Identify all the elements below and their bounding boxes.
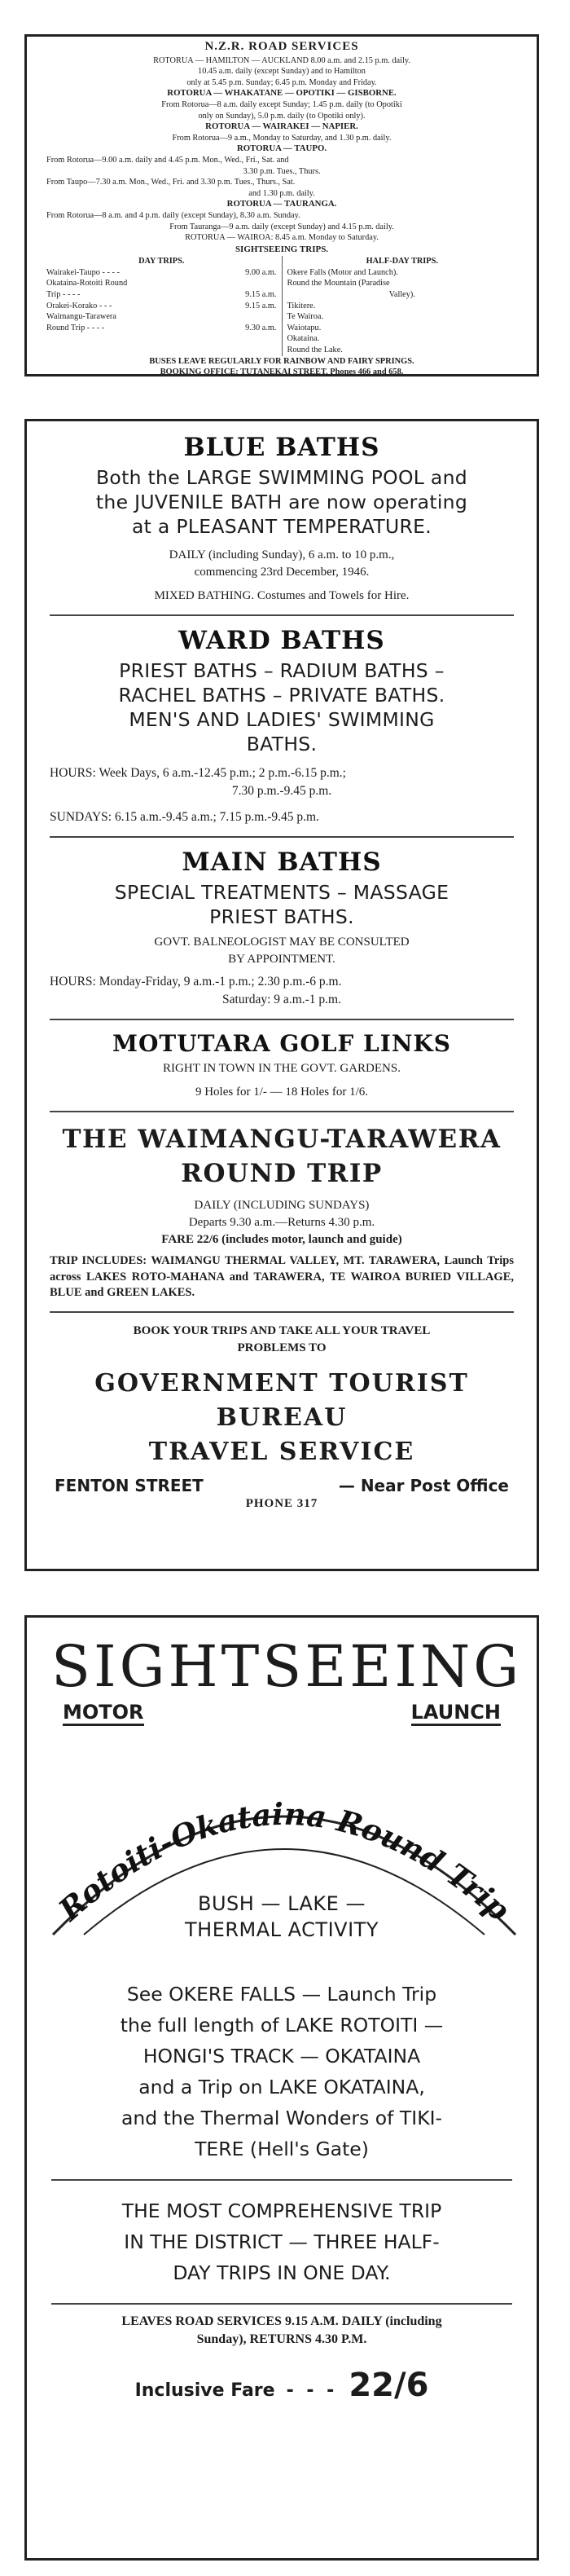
- ward-baths-line-2: RACHEL BATHS – PRIVATE BATHS.: [118, 684, 445, 707]
- road-services-title: N.Z.R. ROAD SERVICES: [204, 40, 359, 53]
- day-trip-time: 9.15 a.m.: [245, 301, 277, 310]
- half-day-trips-list: [287, 267, 518, 356]
- half-day-trip-item: Round the Mountain (Paradise: [287, 279, 390, 288]
- round-trip-subtitle: ROUND TRIP: [181, 1159, 383, 1188]
- day-trip-row: [46, 311, 277, 323]
- round-trip-daily: DAILY (INCLUDING SUNDAYS): [194, 1199, 370, 1212]
- motor-launch-row: [51, 1701, 512, 1726]
- main-baths-saturday: Saturday: 9 a.m.-1 p.m.: [222, 993, 341, 1006]
- half-day-trip-item: Round the Lake.: [287, 346, 343, 355]
- launch-label: LAUNCH: [411, 1701, 501, 1726]
- see-line-4: and a Trip on LAKE OKATAINA,: [138, 2076, 425, 2098]
- golf-links-location: RIGHT IN TOWN IN THE GOVT. GARDENS.: [163, 1062, 401, 1075]
- divider: [50, 1019, 514, 1020]
- near-post-office: — Near Post Office: [338, 1475, 509, 1495]
- bureau-subtitle: TRAVEL SERVICE: [148, 1437, 415, 1466]
- main-baths-section: [50, 848, 514, 1009]
- schedule-line: From Rotorua—9.00 a.m. daily and 4.45 p.m. Mon., Wed., Fri., Sat. and: [46, 155, 289, 165]
- golf-links-section: [50, 1030, 514, 1101]
- schedule-line: ROTORUA — HAMILTON — AUCKLAND 8.00 a.m. and 2.15 p.m. daily.: [153, 55, 410, 65]
- blue-baths-line-1: Both the LARGE SWIMMING POOL and: [95, 466, 468, 489]
- see-line-6: TERE (Hell's Gate): [195, 2138, 369, 2160]
- day-trip-row: [46, 267, 277, 279]
- day-trip-name: Okataina-Rotoiti Round: [46, 279, 128, 288]
- fare-price: 22/6: [349, 2367, 429, 2404]
- tourist-bureau-section: [50, 1323, 514, 1511]
- main-baths-line-1: SPECIAL TREATMENTS – MASSAGE: [114, 881, 449, 904]
- blue-baths-section: [50, 433, 514, 605]
- ward-baths-section: [50, 626, 514, 826]
- half-day-trips-heading: HALF-DAY TRIPS.: [366, 257, 438, 266]
- schedule-line: 3.30 p.m. Tues., Thurs.: [243, 166, 321, 176]
- day-trip-name: Orakei-Korako - - -: [46, 301, 112, 310]
- comp-line-2: IN THE DISTRICT — THREE HALF-: [124, 2230, 440, 2253]
- fenton-street: FENTON STREET: [55, 1475, 204, 1495]
- half-day-trip-item: Waiotapu.: [287, 323, 322, 332]
- motor-label: MOTOR: [63, 1701, 144, 1726]
- book-trips-line-2: PROBLEMS TO: [237, 1341, 327, 1354]
- day-trip-time: 9.15 a.m.: [245, 290, 277, 300]
- ward-baths-title: WARD BATHS: [178, 626, 385, 655]
- divider: [50, 614, 514, 616]
- day-trip-name: Round Trip - - - -: [46, 323, 105, 332]
- half-day-trip-item: Okataina.: [287, 334, 320, 344]
- ward-baths-line-3: MEN'S AND LADIES' SWIMMING: [129, 708, 435, 731]
- half-day-trip-item: Okere Falls (Motor and Launch).: [287, 267, 398, 277]
- day-trip-row: [46, 278, 277, 289]
- sightseeing-description: [51, 1979, 512, 2164]
- road-services-schedule: [46, 55, 517, 244]
- day-trip-time: 9.30 a.m.: [245, 323, 277, 332]
- see-line-2: the full length of LAKE ROTOITI —: [120, 2014, 444, 2037]
- comp-line-1: THE MOST COMPREHENSIVE TRIP: [121, 2200, 442, 2222]
- ward-baths-hours: HOURS: Week Days, 6 a.m.-12.45 p.m.; 2 p.m.-6.15 p.m.;: [50, 766, 346, 780]
- ward-baths-hours-evening: 7.30 p.m.-9.45 p.m.: [231, 784, 332, 798]
- main-baths-hours: HOURS: Monday-Friday, 9 a.m.-1 p.m.; 2.30 p.m.-6 p.m.: [50, 975, 342, 989]
- schedule-line: ROTORUA — WAIRAKEI — NAPIER.: [205, 121, 358, 132]
- schedule-line: ROTORUA — WHAKATANE — OPOTIKI — GISBORNE.: [167, 88, 397, 99]
- ward-baths-line-1: PRIEST BATHS – RADIUM BATHS –: [119, 659, 445, 682]
- main-baths-title: MAIN BATHS: [182, 848, 382, 877]
- day-trips-list: [46, 267, 277, 334]
- bureau-address: [50, 1474, 514, 1497]
- leaves-line-1: LEAVES ROAD SERVICES 9.15 A.M. DAILY (including: [121, 2314, 442, 2328]
- fare-dashes: - - -: [286, 2380, 338, 2401]
- main-baths-line-2: PRIEST BATHS.: [209, 905, 354, 928]
- round-trip-times: Departs 9.30 a.m.—Returns 4.30 p.m.: [188, 1216, 375, 1229]
- see-line-1: See OKERE FALLS — Launch Trip: [126, 1983, 437, 2006]
- blue-baths-mixed: MIXED BATHING. Costumes and Towels for Hire.: [154, 589, 410, 602]
- schedule-line: ROTORUA — TAURANGA.: [226, 199, 337, 209]
- schedule-line: only on Sunday), 5.0 p.m. daily (to Opotiki only).: [198, 111, 366, 121]
- round-trip-arc-banner: [51, 1731, 517, 1975]
- half-day-trip-item: Te Wairoa.: [287, 312, 324, 322]
- fare-label: Inclusive Fare: [134, 2380, 275, 2401]
- sightseeing-trips-heading: SIGHTSEEING TRIPS.: [235, 244, 329, 254]
- ward-baths-line-4: BATHS.: [246, 733, 318, 755]
- leaves-line-2: Sunday), RETURNS 4.30 P.M.: [196, 2332, 367, 2346]
- half-day-trips-column: [283, 256, 518, 355]
- bureau-phone: PHONE 317: [245, 1496, 318, 1510]
- sightseeing-title: SIGHTSEEING: [51, 1633, 523, 1700]
- sightseeing-advert: [24, 1615, 539, 2561]
- buses-note: BUSES LEAVE REGULARLY FOR RAINBOW AND FAIRY SPRINGS.: [149, 356, 414, 366]
- half-day-trip-item: Valley).: [388, 290, 415, 300]
- schedule-line: From Rotorua—8 a.m. daily except Sunday; 1.45 p.m. daily (to Opotiki: [161, 99, 402, 109]
- day-trip-name: Wairakei-Taupo - - - -: [46, 267, 120, 277]
- schedule-line: and 1.30 p.m. daily.: [248, 188, 315, 198]
- round-trip-includes: TRIP INCLUDES: WAIMANGU THERMAL VALLEY, MT. TARAWERA, Launch Trips across LAKES ROTO-MAHANA and TARAWERA, TE WAIROA BURIED VILLAGE, BLUE and GREEN LAKES.: [50, 1254, 514, 1299]
- baths-advert: [24, 419, 539, 1571]
- day-trip-row: [46, 289, 277, 301]
- blue-baths-line-2: the JUVENILE BATH are now operating: [95, 491, 468, 513]
- golf-links-prices: 9 Holes for 1/- — 18 Holes for 1/6.: [195, 1085, 369, 1099]
- day-trip-name: Waimangu-Tarawera: [46, 312, 116, 322]
- half-day-trip-item: Tikitere.: [287, 301, 316, 310]
- round-trip-fare: FARE 22/6 (includes motor, launch and guide): [161, 1233, 402, 1246]
- departure-times: [51, 2313, 512, 2349]
- divider: [51, 2303, 512, 2305]
- main-baths-appointment: BY APPOINTMENT.: [228, 953, 335, 966]
- comp-line-3: DAY TRIPS IN ONE DAY.: [173, 2261, 391, 2284]
- blue-baths-line-3: at a PLEASANT TEMPERATURE.: [131, 515, 432, 538]
- day-trip-time: 9.00 a.m.: [245, 267, 277, 277]
- round-trip-section: [50, 1122, 514, 1301]
- schedule-line: From Rotorua—8 a.m. and 4 p.m. daily (except Sunday), 8.30 a.m. Sunday.: [46, 210, 300, 220]
- bush-lake-line: BUSH — LAKE —: [198, 1892, 366, 1915]
- schedule-line: From Rotorua—9 a.m., Monday to Saturday, and 1.30 p.m. daily.: [172, 133, 392, 143]
- main-baths-govt: GOVT. BALNEOLOGIST MAY BE CONSULTED: [154, 936, 410, 949]
- day-trip-row: [46, 301, 277, 312]
- book-trips-line-1: BOOK YOUR TRIPS AND TAKE ALL YOUR TRAVEL: [133, 1323, 431, 1337]
- arc-banner-textpath: Rotoiti-Okataina Round Trip: [51, 1795, 517, 1928]
- blue-baths-daily: DAILY (including Sunday), 6 a.m. to 10 p.m.,: [169, 548, 395, 561]
- divider: [50, 836, 514, 838]
- schedule-line: only at 5.45 p.m. Sunday; 6.45 p.m. Monday and Friday.: [186, 77, 377, 87]
- see-line-5: and the Thermal Wonders of TIKI-: [121, 2107, 443, 2129]
- inclusive-fare: [51, 2367, 512, 2404]
- sightseeing-trips-table: [46, 256, 517, 355]
- golf-links-title: MOTUTARA GOLF LINKS: [112, 1030, 451, 1057]
- day-trips-column: [46, 256, 283, 355]
- comprehensive-trip-text: [51, 2195, 512, 2288]
- blue-baths-commencing: commencing 23rd December, 1946.: [194, 566, 370, 579]
- schedule-line: From Tauranga—9 a.m. daily (except Sunday) and 4.15 p.m. daily.: [169, 222, 394, 231]
- divider: [50, 1111, 514, 1112]
- thermal-activity-line: THERMAL ACTIVITY: [185, 1918, 379, 1941]
- blue-baths-title: BLUE BATHS: [183, 433, 380, 462]
- schedule-line: ROTORUA — TAUPO.: [236, 143, 327, 154]
- bureau-title: GOVERNMENT TOURIST BUREAU: [94, 1368, 469, 1432]
- ward-baths-sundays: SUNDAYS: 6.15 a.m.-9.45 a.m.; 7.15 p.m.-9.45 p.m.: [50, 810, 319, 824]
- day-trip-name: Trip - - - -: [46, 290, 81, 300]
- round-trip-title: THE WAIMANGU-TARAWERA: [62, 1125, 502, 1154]
- schedule-line: From Taupo—7.30 a.m. Mon., Wed., Fri. and 3.30 p.m. Tues., Thurs., Sat.: [46, 178, 296, 187]
- booking-office-note: BOOKING OFFICE: TUTANEKAI STREET, Phones 466 and 658.: [160, 368, 404, 377]
- schedule-line: ROTORUA — WAIROA: 8.45 a.m. Monday to Saturday.: [185, 233, 379, 243]
- road-services-advert: [24, 34, 539, 376]
- day-trip-row: [46, 323, 277, 334]
- day-trips-heading: DAY TRIPS.: [138, 257, 185, 266]
- divider: [50, 1311, 514, 1313]
- schedule-line: 10.45 a.m. daily (except Sunday) and to Hamilton: [198, 67, 366, 77]
- divider: [51, 2179, 512, 2181]
- see-line-3: HONGI'S TRACK — OKATAINA: [142, 2045, 421, 2067]
